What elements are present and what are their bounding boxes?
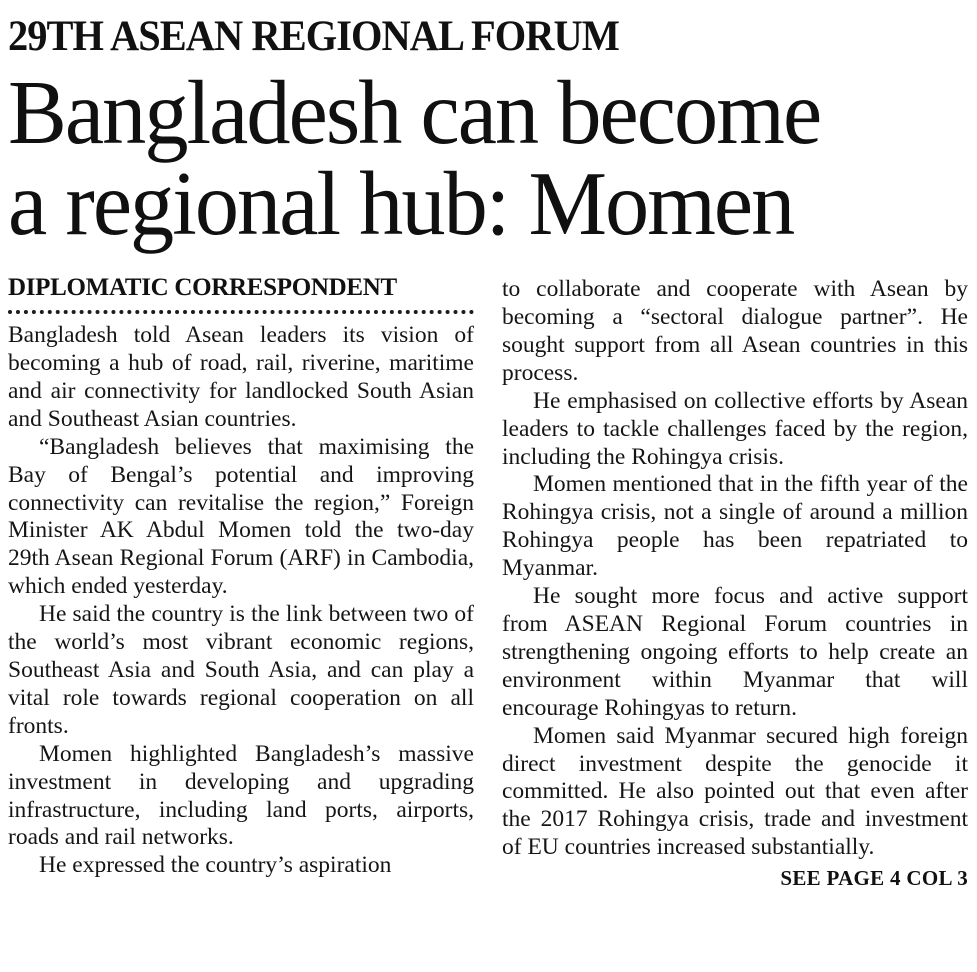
left-column-body bbox=[8, 322, 474, 880]
headline-line-1: Bangladesh can become bbox=[8, 62, 821, 164]
article-paragraph: Momen highlighted Bangladesh’s massive investment in developing and upgrading infrastructure, including land ports, airports, roads and rail networks. bbox=[8, 740, 474, 851]
byline-dotted-rule bbox=[8, 310, 474, 314]
article-paragraph: He expressed the country’s aspiration bbox=[39, 852, 392, 879]
article-paragraph: Bangladesh told Asean leaders its vision of becoming a hub of road, rail, riverine, maritime and air connectivity for landlocked South Asian and Southeast Asian countries. bbox=[8, 322, 474, 432]
article-paragraph: “Bangladesh believes that maximising the Bay of Bengal’s potential and improving connectivity can revitalise the region,” Foreign Minister AK Abdul Momen told the two-day 29th Asean Regional Forum (ARF) in Cambodia, which ended yesterday. bbox=[8, 433, 474, 600]
article-paragraph: He said the country is the link between two of the world’s most vibrant economic regions, Southeast Asia and South Asia, and can play a vital role towards regional cooperation on all fronts. bbox=[8, 601, 474, 739]
article-paragraph: to collaborate and cooperate with Asean by becoming a “sectoral dialogue partner”. He sought support from all Asean countries in this process. bbox=[502, 276, 968, 386]
main-headline bbox=[8, 62, 968, 255]
left-column bbox=[8, 273, 474, 891]
article-paragraph: He emphasised on collective efforts by Asean leaders to tackle challenges faced by the region, including the Rohingya crisis. bbox=[502, 387, 968, 470]
article-paragraph: Momen mentioned that in the fifth year of the Rohingya crisis, not a single of around a million Rohingya people has been repatriated to Myanmar. bbox=[502, 471, 968, 582]
kicker-headline: 29TH ASEAN REGIONAL FORUM bbox=[8, 13, 619, 60]
headline-line-2: a regional hub: Momen bbox=[8, 153, 794, 255]
byline: DIPLOMATIC CORRESPONDENT bbox=[8, 274, 397, 302]
article-paragraph: Momen said Myanmar secured high foreign direct investment despite the genocide it committed. He also pointed out that even after the 2017 Rohingya crisis, trade and investment of EU countries increased substantially. bbox=[502, 722, 968, 861]
right-column bbox=[502, 273, 968, 891]
article-columns bbox=[8, 273, 968, 891]
article-paragraph: He sought more focus and active support from ASEAN Regional Forum countries in strengthening ongoing efforts to help create an environment within Myanmar that will encourage Rohingyas to return. bbox=[502, 583, 968, 721]
continuation-notice: SEE PAGE 4 COL 3 bbox=[780, 866, 968, 891]
right-column-body bbox=[502, 273, 968, 862]
